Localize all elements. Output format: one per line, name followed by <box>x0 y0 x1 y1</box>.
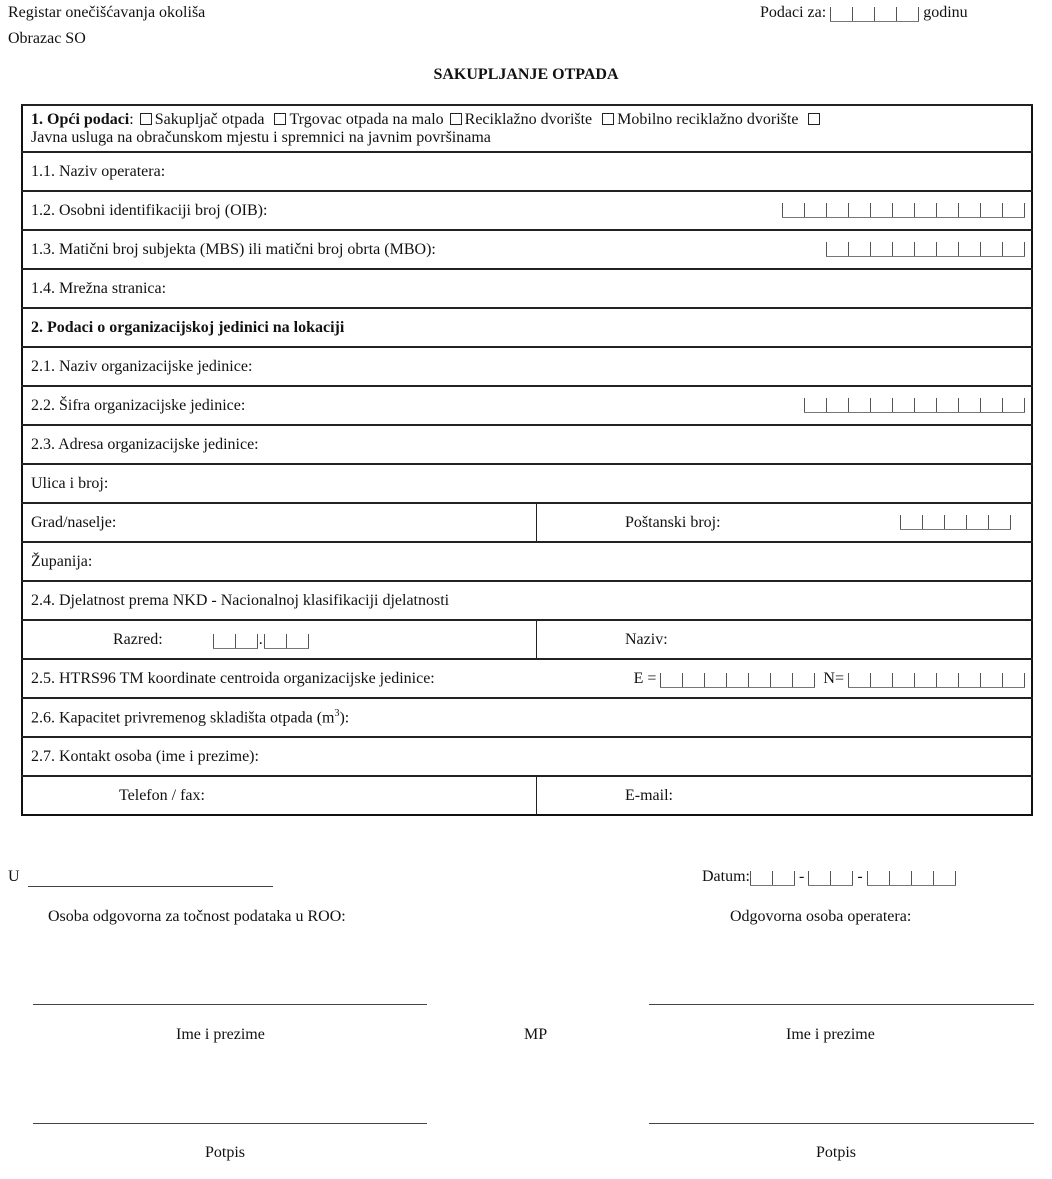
section1-label: 1. Opći podaci <box>31 110 130 128</box>
digit-cell[interactable] <box>874 7 896 21</box>
digit-cell[interactable] <box>726 673 748 687</box>
form-table <box>21 104 1033 816</box>
digit-cell[interactable] <box>896 7 919 21</box>
digit-cell[interactable] <box>936 242 958 256</box>
digit-cell[interactable] <box>933 871 956 885</box>
digit-cell[interactable] <box>914 203 936 217</box>
right-signature-label: Potpis <box>816 1144 857 1161</box>
digit-cell[interactable] <box>958 398 980 412</box>
date-day-cells[interactable] <box>750 871 795 886</box>
class-field[interactable]: Razred: . <box>22 620 537 659</box>
date-month-cells[interactable] <box>808 871 853 886</box>
digit-cell[interactable] <box>870 203 892 217</box>
digit-cell[interactable] <box>848 398 870 412</box>
digit-cell[interactable] <box>826 203 848 217</box>
digit-cell[interactable] <box>1002 242 1025 256</box>
mbs-label: 1.3. Matični broj subjekta (MBS) ili matični broj obrta (MBO): <box>31 240 436 258</box>
website-field[interactable]: 1.4. Mrežna stranica: <box>22 269 1032 308</box>
digit-cell[interactable] <box>870 673 892 687</box>
checkbox-public-service[interactable] <box>808 113 820 125</box>
mbs-cells[interactable] <box>826 242 1025 257</box>
form-code: Obrazac SO <box>8 30 86 47</box>
digit-cell[interactable] <box>911 871 933 885</box>
digit-cell[interactable] <box>848 673 870 687</box>
digit-cell[interactable] <box>782 203 804 217</box>
page-title: SAKUPLJANJE OTPADA <box>433 66 619 83</box>
right-name-label: Ime i prezime <box>786 1026 875 1043</box>
left-signature-line[interactable] <box>33 1123 427 1124</box>
digit-cell[interactable] <box>958 242 980 256</box>
option-label: Trgovac otpada na malo <box>289 110 444 128</box>
unit-name-field[interactable]: 2.1. Naziv organizacijske jedinice: <box>22 347 1032 386</box>
date-year-cells[interactable] <box>867 871 956 886</box>
digit-cell[interactable] <box>750 871 772 885</box>
digit-cell[interactable] <box>936 673 958 687</box>
operator-person-title: Odgovorna osoba operatera: <box>730 908 912 925</box>
class-cells-a[interactable] <box>213 634 258 649</box>
n-label: N= <box>823 669 844 687</box>
digit-cell[interactable] <box>944 515 966 529</box>
digit-cell[interactable] <box>682 673 704 687</box>
coordinates-field[interactable] <box>22 659 1032 698</box>
digit-cell[interactable] <box>892 203 914 217</box>
left-name-label: Ime i prezime <box>176 1026 265 1043</box>
street-field[interactable]: Ulica i broj: <box>22 464 1032 503</box>
unit-address-heading: 2.3. Adresa organizacijske jedinice: <box>22 425 1032 464</box>
digit-cell[interactable] <box>830 7 852 21</box>
year-label: Podaci za: <box>760 4 827 21</box>
city-field[interactable]: Grad/naselje: <box>22 503 537 542</box>
digit-cell[interactable] <box>1002 673 1025 687</box>
digit-cell[interactable] <box>804 398 826 412</box>
digit-cell[interactable] <box>892 398 914 412</box>
checkbox-mobile-yard[interactable] <box>602 113 614 125</box>
option-label: Javna usluga na obračunskom mjestu i spremnici na javnim površinama <box>31 128 491 146</box>
digit-cell[interactable] <box>848 242 870 256</box>
digit-cell[interactable] <box>914 242 936 256</box>
digit-cell[interactable] <box>808 871 830 885</box>
digit-cell[interactable] <box>936 203 958 217</box>
e-cells[interactable] <box>660 673 815 688</box>
unit-code-label: 2.2. Šifra organizacijske jedinice: <box>31 396 246 414</box>
storage-capacity-field[interactable] <box>22 698 1032 737</box>
unit-code-field[interactable] <box>22 386 1032 425</box>
digit-cell[interactable] <box>870 242 892 256</box>
checkbox-retailer[interactable] <box>274 113 286 125</box>
place-label: U <box>8 868 20 885</box>
digit-cell[interactable] <box>980 398 1002 412</box>
nkd-heading: 2.4. Djelatnost prema NKD - Nacionalnoj klasifikaciji djelatnosti <box>22 581 1032 620</box>
option-label: Sakupljač otpada <box>154 110 265 128</box>
digit-cell[interactable] <box>870 398 892 412</box>
e-label: E = <box>633 669 657 687</box>
county-field[interactable]: Županija: <box>22 542 1032 581</box>
capacity-end: ): <box>339 709 350 727</box>
phone-field[interactable]: Telefon / fax: <box>22 776 537 815</box>
class-label: Razred: <box>113 630 163 648</box>
place-input[interactable] <box>28 886 273 887</box>
digit-cell[interactable] <box>235 634 258 648</box>
year-field[interactable] <box>760 4 968 22</box>
date-field[interactable]: Datum: - - <box>702 868 956 886</box>
oib-cells[interactable] <box>782 203 1025 218</box>
digit-cell[interactable] <box>1002 203 1025 217</box>
left-name-line[interactable] <box>33 1004 427 1005</box>
digit-cell[interactable] <box>922 515 944 529</box>
oib-label: 1.2. Osobni identifikaciji broj (OIB): <box>31 201 268 219</box>
n-cells[interactable] <box>848 673 1025 688</box>
operator-name-field[interactable]: 1.1. Naziv operatera: <box>22 152 1032 191</box>
digit-cell[interactable] <box>286 634 309 648</box>
digit-cell[interactable] <box>264 634 286 648</box>
digit-cell[interactable] <box>826 242 848 256</box>
digit-cell[interactable] <box>958 673 980 687</box>
digit-cell[interactable] <box>852 7 874 21</box>
digit-cell[interactable] <box>213 634 235 648</box>
left-signature-label: Potpis <box>205 1144 246 1161</box>
digit-cell[interactable] <box>980 242 1002 256</box>
digit-cell[interactable] <box>914 673 936 687</box>
digit-cell[interactable] <box>772 871 795 885</box>
postal-field[interactable] <box>537 503 1033 542</box>
digit-cell[interactable] <box>748 673 770 687</box>
digit-cell[interactable] <box>867 871 889 885</box>
email-field[interactable]: E-mail: <box>537 776 1033 815</box>
digit-cell[interactable] <box>826 398 848 412</box>
digit-cell[interactable] <box>660 673 682 687</box>
digit-cell[interactable] <box>704 673 726 687</box>
general-data-row: 1. Opći podaci: Sakupljač otpada Trgovac otpada na malo Reciklažno dvorište Mobilno reciklažno dvorište Javna usluga na obračunskom mjestu i spremnici na javnim površinama <box>22 105 1032 152</box>
digit-cell[interactable] <box>804 203 826 217</box>
digit-cell[interactable] <box>936 398 958 412</box>
digit-cell[interactable] <box>966 515 988 529</box>
section2-heading: 2. Podaci o organizacijskoj jedinici na lokaciji <box>22 308 1032 347</box>
mbs-field[interactable] <box>22 230 1032 269</box>
date-label: Datum: <box>702 868 750 885</box>
digit-cell[interactable] <box>892 673 914 687</box>
stamp-label: MP <box>524 1026 548 1043</box>
digit-cell[interactable] <box>792 673 815 687</box>
digit-cell[interactable] <box>980 673 1002 687</box>
digit-cell[interactable] <box>980 203 1002 217</box>
digit-cell[interactable] <box>770 673 792 687</box>
digit-cell[interactable] <box>830 871 853 885</box>
digit-cell[interactable] <box>988 515 1011 529</box>
right-signature-line[interactable] <box>649 1123 1034 1124</box>
capacity-label: 2.6. Kapacitet privremenog skladišta otpada (m <box>31 709 335 727</box>
checkbox-collector[interactable] <box>140 113 152 125</box>
postal-label: Poštanski broj: <box>625 513 721 531</box>
capacity-sup: 3 <box>334 707 340 719</box>
right-name-line[interactable] <box>649 1004 1034 1005</box>
register-name: Registar onečišćavanja okoliša <box>8 4 206 21</box>
option-label: Mobilno reciklažno dvorište <box>617 110 799 128</box>
activity-name-field[interactable]: Naziv: <box>537 620 1033 659</box>
responsible-person-title: Osoba odgovorna za točnost podataka u ROO: <box>48 908 346 925</box>
digit-cell[interactable] <box>914 398 936 412</box>
contact-person-field[interactable]: 2.7. Kontakt osoba (ime i prezime): <box>22 737 1032 776</box>
unit-code-cells[interactable] <box>804 398 1025 413</box>
digit-cell[interactable] <box>958 203 980 217</box>
postal-cells[interactable] <box>900 515 1011 530</box>
checkbox-recycling-yard[interactable] <box>450 113 462 125</box>
oib-field[interactable] <box>22 191 1032 230</box>
digit-cell[interactable] <box>892 242 914 256</box>
class-cells-b[interactable] <box>264 634 309 649</box>
coordinates-label: 2.5. HTRS96 TM koordinate centroida organizacijske jedinice: <box>31 669 435 687</box>
digit-cell[interactable] <box>889 871 911 885</box>
option-label: Reciklažno dvorište <box>464 110 593 128</box>
digit-cell[interactable] <box>1002 398 1025 412</box>
digit-cell[interactable] <box>848 203 870 217</box>
year-cells[interactable] <box>830 7 919 22</box>
year-suffix: godinu <box>923 4 968 21</box>
digit-cell[interactable] <box>900 515 922 529</box>
